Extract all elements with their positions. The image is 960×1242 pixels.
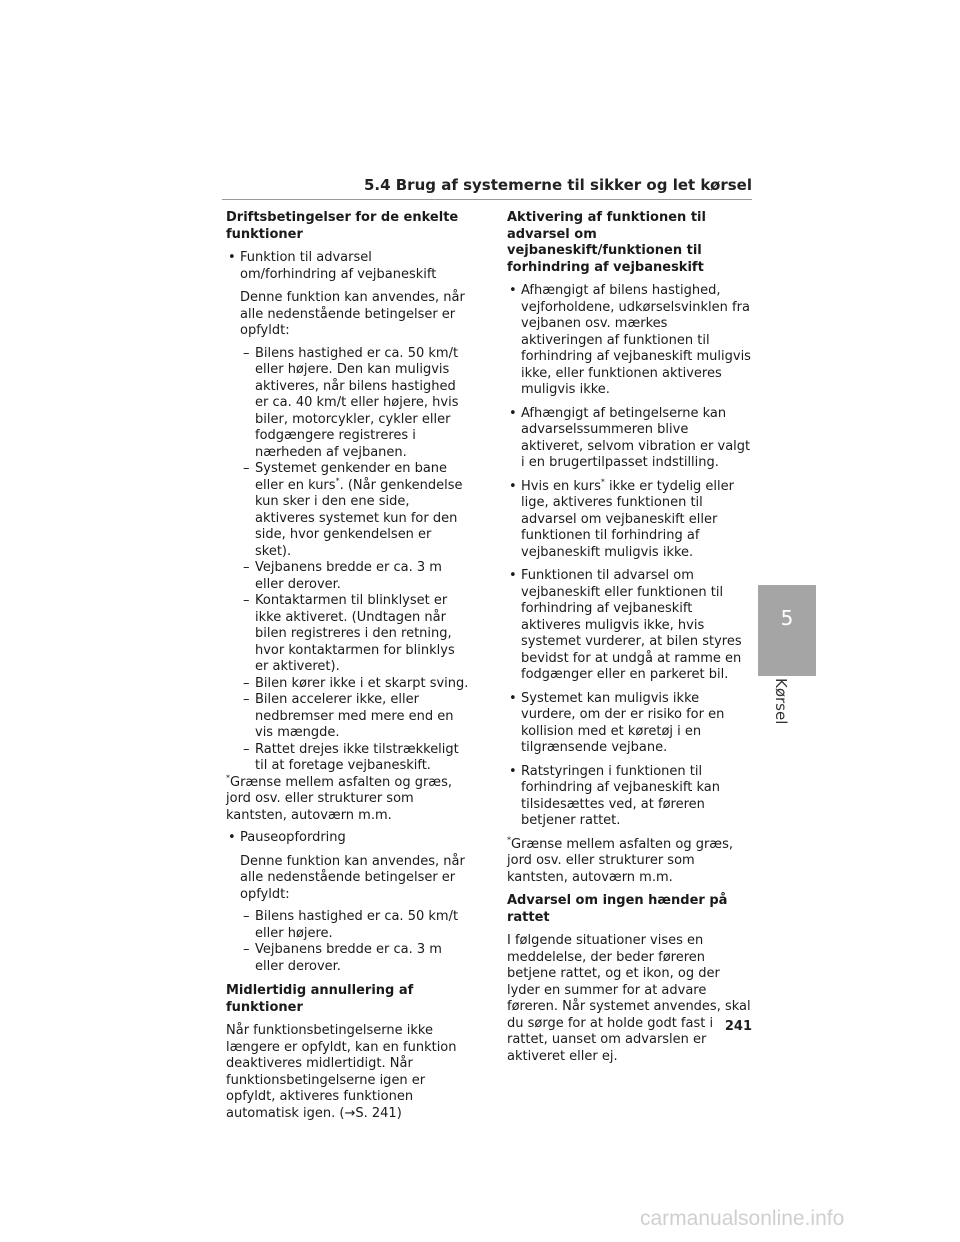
bullet-marker: • bbox=[228, 830, 236, 845]
paragraph-hands-off-warning: I følgende situationer vises en meddelelse, der beder føreren betjene rattet, og et ikon, og der lyder en summer for at advare føreren. Når systemet anvendes, skal du sørge for at holde godt fast i rattet, uanset om advarslen er aktiveret eller ej. bbox=[507, 933, 751, 1064]
heading-activation: Aktivering af funktionen til advarsel om vejbaneskift/funktionen til forhindring af vejbaneskift bbox=[507, 210, 706, 275]
condition-item bbox=[226, 346, 471, 462]
condition-item bbox=[226, 742, 471, 775]
bullet-item bbox=[507, 283, 752, 399]
condition-text-rest: . (Når genkendelse kun sker i den ene side, aktiveres systemet kun for den side, hvor genkendelsen er sket). bbox=[255, 477, 463, 559]
bullet-lane-departure bbox=[226, 250, 471, 283]
condition-text: Rattet drejes ikke tilstrækkeligt til at foretage vejbaneskift. bbox=[255, 741, 459, 773]
bullet-break-reminder bbox=[226, 830, 471, 847]
chapter-tab bbox=[758, 585, 816, 676]
left-column bbox=[226, 210, 471, 1128]
heading-operating-conditions: Driftsbetingelser for de enkelte funktioner bbox=[226, 210, 459, 242]
footnote-marker: * bbox=[600, 477, 605, 487]
footnote-marker: * bbox=[335, 476, 340, 486]
condition-item bbox=[226, 692, 471, 742]
bullet-marker: • bbox=[509, 690, 517, 706]
conditions-intro: Denne funktion kan anvendes, når alle nedenstående betingelser er opfyldt: bbox=[240, 853, 465, 902]
footnote bbox=[507, 837, 752, 887]
footnote-marker: * bbox=[226, 773, 230, 783]
footnote-marker: * bbox=[507, 835, 511, 845]
condition-text: Vejbanens bredde er ca. 3 m eller derover. bbox=[255, 560, 442, 592]
condition-item bbox=[226, 909, 471, 942]
heading-hands-off-warning: Advarsel om ingen hænder på rattet bbox=[507, 893, 728, 925]
dash-marker: – bbox=[243, 909, 250, 924]
chapter-number: 5 bbox=[780, 606, 794, 630]
bullet-item bbox=[507, 479, 752, 562]
condition-text: Vejbanens bredde er ca. 3 m eller derover. bbox=[255, 942, 442, 974]
bullet-text: Systemet kan muligvis ikke vurdere, om der er risiko for en kollision med et køretøj i en tilgrænsende vejbane. bbox=[521, 690, 725, 755]
condition-text: Bilens hastighed er ca. 50 km/t eller højere. bbox=[255, 909, 459, 941]
bullet-marker: • bbox=[509, 405, 517, 421]
page-number: 241 bbox=[724, 1019, 752, 1034]
bullet-text: Funktionen til advarsel om vejbaneskift eller funktionen til forhindring af vejbaneskift aktiveres muligvis ikke, hvis systemet vurderer, at bilen styres bevidst for at undgå at ramme en fodgænger eller en parkeret bil. bbox=[521, 568, 742, 682]
bullet-marker: • bbox=[228, 250, 236, 265]
watermark: carmanualsonline.info bbox=[640, 1207, 845, 1230]
condition-item bbox=[226, 560, 471, 593]
conditions-intro: Denne funktion kan anvendes, når alle nedenstående betingelser er opfyldt: bbox=[240, 290, 465, 338]
dash-marker: – bbox=[243, 593, 250, 608]
bullet-text-rest: ikke er tydelig eller lige, aktiveres funktionen til advarsel om vejbaneskift eller funktionen til forhindring af vejbaneskift muligvis ikke. bbox=[521, 478, 734, 560]
header-divider bbox=[222, 199, 752, 200]
condition-item bbox=[226, 676, 471, 693]
condition-item bbox=[226, 942, 471, 975]
section-header: 5.4 Brug af systemerne til sikker og let kørsel bbox=[363, 176, 752, 194]
bullet-item bbox=[507, 764, 752, 830]
footnote bbox=[226, 775, 471, 825]
paragraph-temporary-cancellation: Når funktionsbetingelserne ikke længere er opfyldt, kan en funktion deaktiveres midlertidigt. Når funktionsbetingelserne igen er opfyldt, aktiveres funktionen automatisk igen. (→S. 241) bbox=[226, 1023, 457, 1121]
dash-marker: – bbox=[243, 345, 250, 361]
right-column bbox=[507, 210, 752, 1071]
dash-marker: – bbox=[243, 741, 250, 757]
bullet-item bbox=[507, 568, 752, 684]
bullet-marker: • bbox=[509, 763, 517, 779]
heading-temporary-cancellation: Midlertidig annullering af funktioner bbox=[226, 983, 414, 1015]
bullet-text: Hvis en kurs bbox=[521, 478, 601, 494]
condition-text: Systemet genkender en bane eller en kurs bbox=[255, 461, 448, 493]
bullet-text: Afhængigt af betingelserne kan advarselssummeren blive aktiveret, selvom vibration er valgt i en brugertilpasset indstilling. bbox=[521, 405, 751, 470]
condition-text: Kontaktarmen til blinklyset er ikke aktiveret. (Undtagen når bilen registreres i den retning, hvor kontaktarmen for blinklys er aktiveret). bbox=[255, 593, 455, 674]
bullet-text: Afhængigt af bilens hastighed, vejforholdene, udkørselsvinklen fra vejbanen osv. mærkes aktiveringen af funktionen til forhindring af vejbaneskift muligvis ikke, eller funktionen aktiveres muligvis ikke. bbox=[521, 283, 751, 397]
condition-item bbox=[226, 461, 471, 560]
bullet-marker: • bbox=[509, 283, 517, 298]
condition-text: Bilens hastighed er ca. 50 km/t eller højere. Den kan muligvis aktiveres, når bilens hastighed er ca. 40 km/t eller højere, hvis biler, motorcykler, cykler eller fodgængere registreres i nærheden af vejbanen. bbox=[255, 345, 459, 460]
bullet-text: Ratstyringen i funktionen til forhindring af vejbaneskift kan tilsidesættes ved, at føreren betjener rattet. bbox=[521, 763, 720, 828]
bullet-title: Pauseopfordring bbox=[240, 830, 346, 845]
dash-marker: – bbox=[243, 560, 250, 575]
bullet-marker: • bbox=[509, 478, 517, 494]
chapter-label: Kørsel bbox=[772, 678, 790, 725]
footnote-text: Grænse mellem asfalten og græs, jord osv. eller strukturer som kantsten, autoværn m.m. bbox=[507, 836, 733, 885]
footnote-text: Grænse mellem asfalten og græs, jord osv. eller strukturer som kantsten, autoværn m.m. bbox=[226, 774, 452, 823]
bullet-item bbox=[507, 406, 752, 472]
condition-text: Bilen accelerer ikke, eller nedbremser med mere end en vis mængde. bbox=[255, 692, 454, 740]
bullet-item bbox=[507, 691, 752, 757]
bullet-title: Funktion til advarsel om/forhindring af vejbaneskift bbox=[240, 250, 437, 282]
dash-marker: – bbox=[243, 942, 250, 957]
bullet-marker: • bbox=[509, 568, 517, 583]
condition-text: Bilen kører ikke i et skarpt sving. bbox=[255, 675, 469, 691]
dash-marker: – bbox=[243, 675, 250, 691]
condition-item bbox=[226, 593, 471, 676]
dash-marker: – bbox=[243, 692, 250, 707]
dash-marker: – bbox=[243, 461, 250, 476]
